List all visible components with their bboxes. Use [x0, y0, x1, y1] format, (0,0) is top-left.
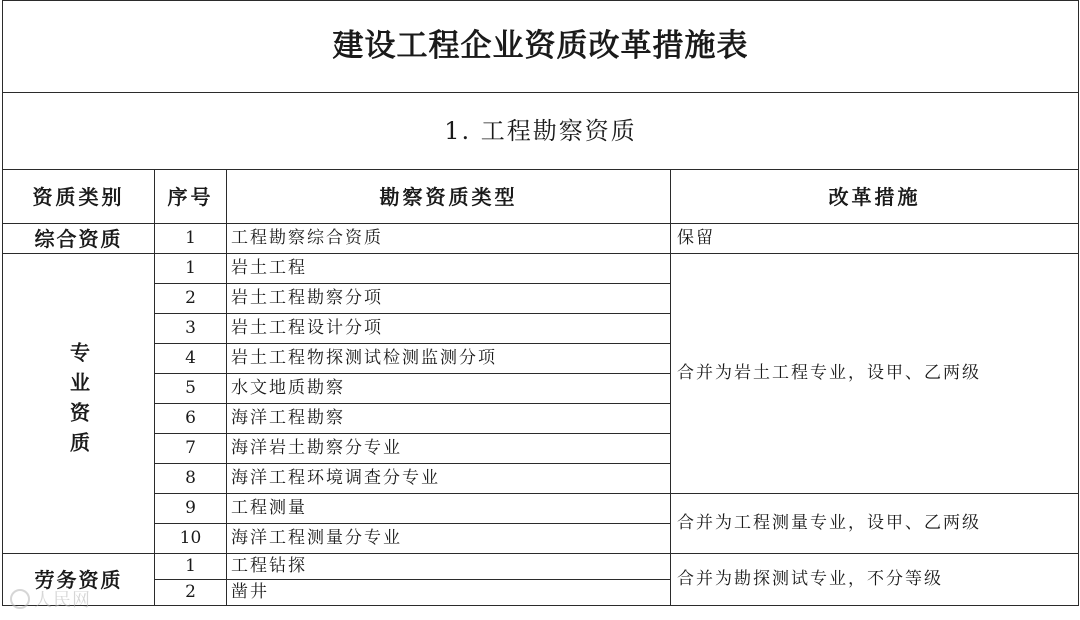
row-no: 4 [155, 344, 227, 374]
row-no: 1 [155, 254, 227, 284]
row-no: 2 [155, 284, 227, 314]
row-no: 7 [155, 434, 227, 464]
row-no: 3 [155, 314, 227, 344]
category-comprehensive: 综合资质 [3, 224, 155, 254]
watermark-text: 人民网 [34, 590, 91, 611]
row-type: 工程测量 [227, 494, 671, 524]
header-measure: 改革措施 [671, 170, 1079, 224]
row-type: 海洋工程环境调查分专业 [227, 464, 671, 494]
measure-labor: 合并为勘探测试专业，不分等级 [671, 554, 1079, 606]
row-type: 工程勘察综合资质 [227, 224, 671, 254]
row-type: 海洋岩土勘察分专业 [227, 434, 671, 464]
section-title: 1. 工程勘察资质 [3, 93, 1079, 170]
measure-survey: 合并为工程测量专业，设甲、乙两级 [671, 494, 1079, 554]
header-category: 资质类别 [3, 170, 155, 224]
row-type: 水文地质勘察 [227, 374, 671, 404]
row-no: 5 [155, 374, 227, 404]
measure-comprehensive: 保留 [671, 224, 1079, 254]
category-labor: 劳务资质 [3, 554, 155, 606]
row-type: 工程钻探 [227, 554, 671, 580]
header-row [3, 170, 1079, 224]
page-title: 建设工程企业资质改革措施表 [3, 1, 1079, 93]
row-no: 2 [155, 580, 227, 606]
row-type: 岩土工程 [227, 254, 671, 284]
category-professional [3, 254, 155, 554]
table-row [3, 494, 1079, 524]
table-row [3, 554, 1079, 580]
reform-measures-table [2, 0, 1079, 606]
table-row [3, 254, 1079, 284]
row-type: 岩土工程设计分项 [227, 314, 671, 344]
row-type: 凿井 [227, 580, 671, 606]
header-no: 序号 [155, 170, 227, 224]
row-type: 岩土工程物探测试检测监测分项 [227, 344, 671, 374]
table-row [3, 224, 1079, 254]
row-no: 6 [155, 404, 227, 434]
row-type: 海洋工程测量分专业 [227, 524, 671, 554]
row-type: 海洋工程勘察 [227, 404, 671, 434]
row-no: 8 [155, 464, 227, 494]
row-no: 1 [155, 554, 227, 580]
header-type: 勘察资质类型 [227, 170, 671, 224]
category-professional-label: 专业资质 [66, 342, 91, 462]
measure-geotechnical: 合并为岩土工程专业，设甲、乙两级 [671, 254, 1079, 494]
row-no: 1 [155, 224, 227, 254]
row-type: 岩土工程勘察分项 [227, 284, 671, 314]
row-no: 10 [155, 524, 227, 554]
row-no: 9 [155, 494, 227, 524]
